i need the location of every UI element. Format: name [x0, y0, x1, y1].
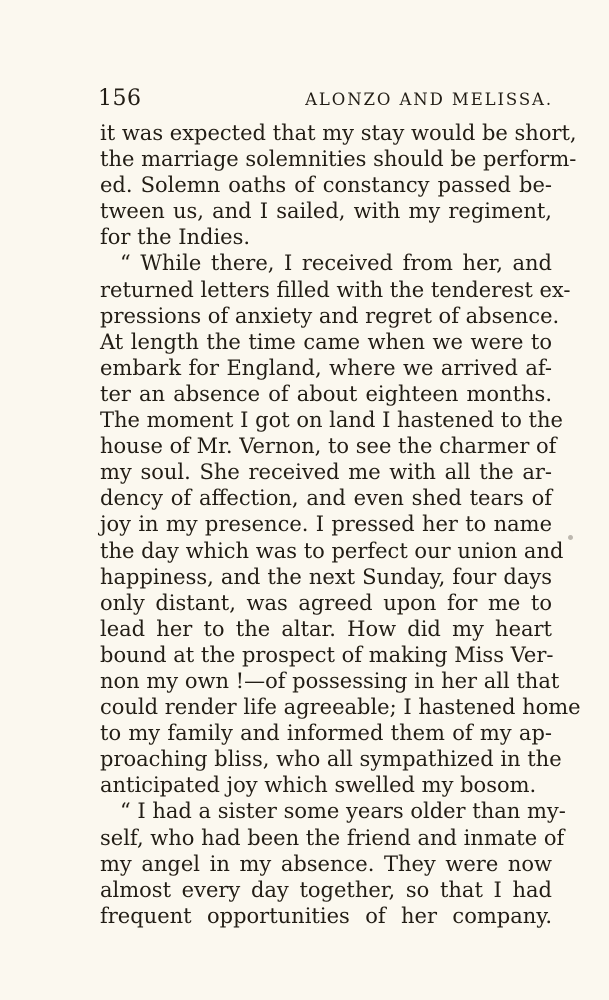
- page-header: [98, 84, 553, 118]
- text-line: happiness, and the next Sunday, four days: [100, 564, 552, 589]
- text-line: anticipated joy which swelled my bosom.: [100, 773, 537, 798]
- text-line: tween us, and I sailed, with my regiment,: [100, 199, 552, 224]
- text-line: proaching bliss, who all sympathized in the: [100, 747, 562, 772]
- text-line: “ While there, I received from her, and: [120, 251, 552, 276]
- text-line: to my family and informed them of my ap-: [100, 721, 552, 746]
- text-line: only distant, was agreed upon for me to: [100, 590, 552, 615]
- text-line: non my own !—of possessing in her all that: [100, 668, 560, 693]
- text-line: for the Indies.: [100, 225, 251, 250]
- text-line: dency of affection, and even shed tears of: [100, 486, 552, 511]
- paper-speck: [568, 535, 573, 540]
- text-line: frequent opportunities of her company.: [100, 903, 552, 928]
- text-line: joy in my presence. I pressed her to name: [100, 512, 552, 537]
- page-number: 156: [98, 86, 142, 111]
- running-head: ALONZO AND MELISSA.: [305, 90, 553, 109]
- text-line: pressions of anxiety and regret of absence.: [100, 303, 560, 328]
- text-line: “ I had a sister some years older than my-: [120, 799, 566, 824]
- text-line: ter an absence of about eighteen months.: [100, 381, 552, 406]
- text-line: bound at the prospect of making Miss Ver-: [100, 642, 554, 667]
- text-line: the marriage solemnities should be perform-: [100, 147, 577, 172]
- text-line: house of Mr. Vernon, to see the charmer of: [100, 434, 557, 459]
- text-line: ed. Solemn oaths of constancy passed be-: [100, 173, 552, 198]
- text-line: embark for England, where we arrived af-: [100, 355, 552, 380]
- body-text: [100, 120, 581, 929]
- text-line: my soul. She received me with all the ar-: [100, 460, 552, 485]
- text-line: the day which was to perfect our union and: [100, 538, 564, 563]
- text-line: could render life agreeable; I hastened home: [100, 695, 581, 720]
- text-line: lead her to the altar. How did my heart: [100, 616, 552, 641]
- text-line: almost every day together, so that I had: [100, 877, 552, 902]
- text-line: At length the time came when we were to: [100, 329, 552, 354]
- text-line: self, who had been the friend and inmate of: [100, 825, 565, 850]
- text-line: The moment I got on land I hastened to the: [100, 408, 563, 433]
- text-line: returned letters filled with the tenderest ex-: [100, 277, 571, 302]
- text-line: it was expected that my stay would be short,: [100, 121, 577, 145]
- text-line: my angel in my absence. They were now: [100, 851, 552, 876]
